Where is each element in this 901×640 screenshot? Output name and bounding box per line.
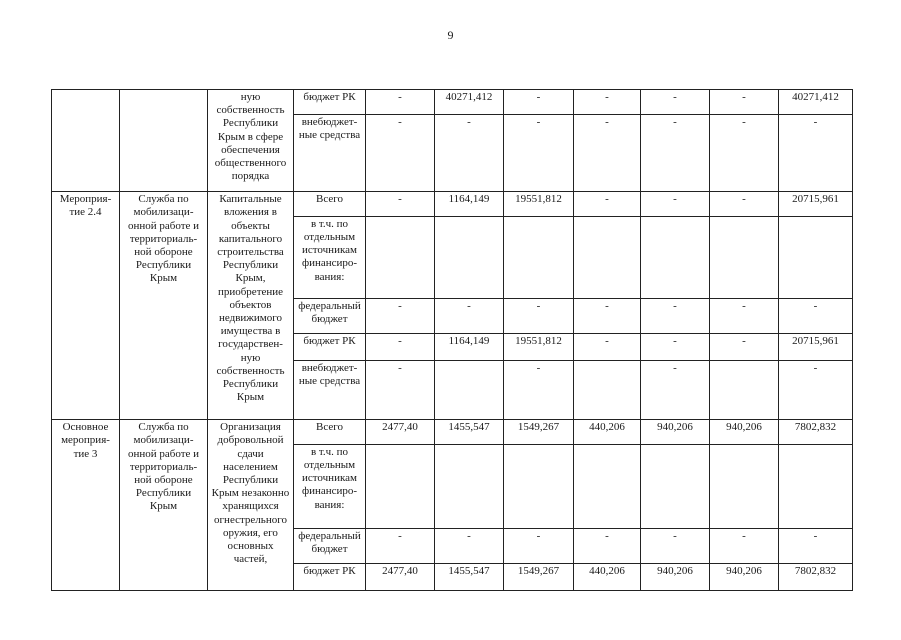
year-value-cell: - [366,360,435,419]
year-value-cell: 940,206 [710,420,779,445]
year-value-cell: 40271,412 [435,90,504,115]
executor-cell: Служба по мобилизаци-онной работе и территориаль-ной обороне Республики Крым [120,192,208,420]
year-value-cell: 2477,40 [366,564,435,591]
description-cell: Организация добровольной сдачи населением Республики Крым незаконно хранящихся огнестрельного оружия, его основных частей, [208,420,294,591]
total-value-cell: 20715,961 [779,334,853,361]
year-value-cell: - [366,334,435,361]
year-value-cell: - [710,114,779,192]
description-cell: ную собственность Республики Крым в сфере обеспечения общественного порядка [208,90,294,192]
year-value-cell: - [641,528,710,564]
year-value-cell: - [641,114,710,192]
source-label: внебюджет-ные средства [294,360,366,419]
year-value-cell: - [574,114,641,192]
year-value-cell: - [435,298,504,334]
year-value-cell: - [641,192,710,217]
page-number: 9 [447,28,454,42]
source-label: бюджет РК [294,564,366,591]
year-value-cell: - [504,90,574,115]
activity-name-cell [52,90,120,192]
year-value-cell [710,216,779,298]
table-row [52,420,853,445]
table-row [52,90,853,115]
year-value-cell: - [435,528,504,564]
year-value-cell: - [641,298,710,334]
source-label: бюджет РК [294,334,366,361]
year-value-cell: 940,206 [641,420,710,445]
total-value-cell [779,216,853,298]
year-value-cell [435,360,504,419]
year-value-cell: 1455,547 [435,420,504,445]
year-value-cell: 1455,547 [435,564,504,591]
source-label: федеральный бюджет [294,528,366,564]
year-value-cell: - [574,298,641,334]
year-value-cell: - [574,192,641,217]
year-value-cell: 940,206 [641,564,710,591]
executor-cell [120,90,208,192]
year-value-cell: - [366,192,435,217]
year-value-cell: - [504,298,574,334]
year-value-cell: 940,206 [710,564,779,591]
year-value-cell: - [641,360,710,419]
total-value-cell: 40271,412 [779,90,853,115]
source-label: Всего [294,420,366,445]
year-value-cell: 1549,267 [504,564,574,591]
year-value-cell: - [710,334,779,361]
year-value-cell: 1549,267 [504,420,574,445]
total-value-cell: - [779,528,853,564]
year-value-cell [641,444,710,528]
year-value-cell: - [710,298,779,334]
year-value-cell [366,444,435,528]
year-value-cell: - [641,334,710,361]
year-value-cell: - [366,528,435,564]
total-value-cell: - [779,114,853,192]
source-label: Всего [294,192,366,217]
budget-table [51,89,853,591]
year-value-cell: - [574,528,641,564]
year-value-cell [435,216,504,298]
year-value-cell: - [366,298,435,334]
year-value-cell: - [504,114,574,192]
year-value-cell [504,444,574,528]
year-value-cell: - [574,334,641,361]
table-row [52,192,853,217]
total-value-cell: 20715,961 [779,192,853,217]
year-value-cell: - [504,528,574,564]
year-value-cell: - [710,90,779,115]
activity-name-cell: Мероприя-тие 2.4 [52,192,120,420]
year-value-cell: - [504,360,574,419]
year-value-cell: 19551,812 [504,334,574,361]
source-label: бюджет РК [294,90,366,115]
year-value-cell [574,360,641,419]
year-value-cell: 440,206 [574,564,641,591]
year-value-cell: - [710,192,779,217]
year-value-cell: - [366,114,435,192]
year-value-cell [504,216,574,298]
total-value-cell: - [779,298,853,334]
activity-name-cell: Основное мероприя-тие 3 [52,420,120,591]
year-value-cell: - [574,90,641,115]
year-value-cell [366,216,435,298]
year-value-cell: - [435,114,504,192]
total-value-cell [779,444,853,528]
year-value-cell [641,216,710,298]
year-value-cell: - [641,90,710,115]
year-value-cell: 1164,149 [435,192,504,217]
total-value-cell: - [779,360,853,419]
source-label: федеральный бюджет [294,298,366,334]
year-value-cell: 19551,812 [504,192,574,217]
source-label: внебюджет-ные средства [294,114,366,192]
source-label: в т.ч. по отдельным источникам финансиро-вания: [294,444,366,528]
description-cell: Капитальные вложения в объекты капитального строительства Республики Крым, приобретение объектов недвижимого имущества в государствен-ную собственность Республики Крым [208,192,294,420]
year-value-cell [435,444,504,528]
executor-cell: Служба по мобилизаци-онной работе и территориаль-ной обороне Республики Крым [120,420,208,591]
year-value-cell [574,444,641,528]
year-value-cell: - [710,528,779,564]
year-value-cell [710,444,779,528]
year-value-cell: 1164,149 [435,334,504,361]
source-label: в т.ч. по отдельным источникам финансиро-вания: [294,216,366,298]
total-value-cell: 7802,832 [779,564,853,591]
year-value-cell [574,216,641,298]
year-value-cell: 440,206 [574,420,641,445]
year-value-cell [710,360,779,419]
total-value-cell: 7802,832 [779,420,853,445]
year-value-cell: - [366,90,435,115]
year-value-cell: 2477,40 [366,420,435,445]
